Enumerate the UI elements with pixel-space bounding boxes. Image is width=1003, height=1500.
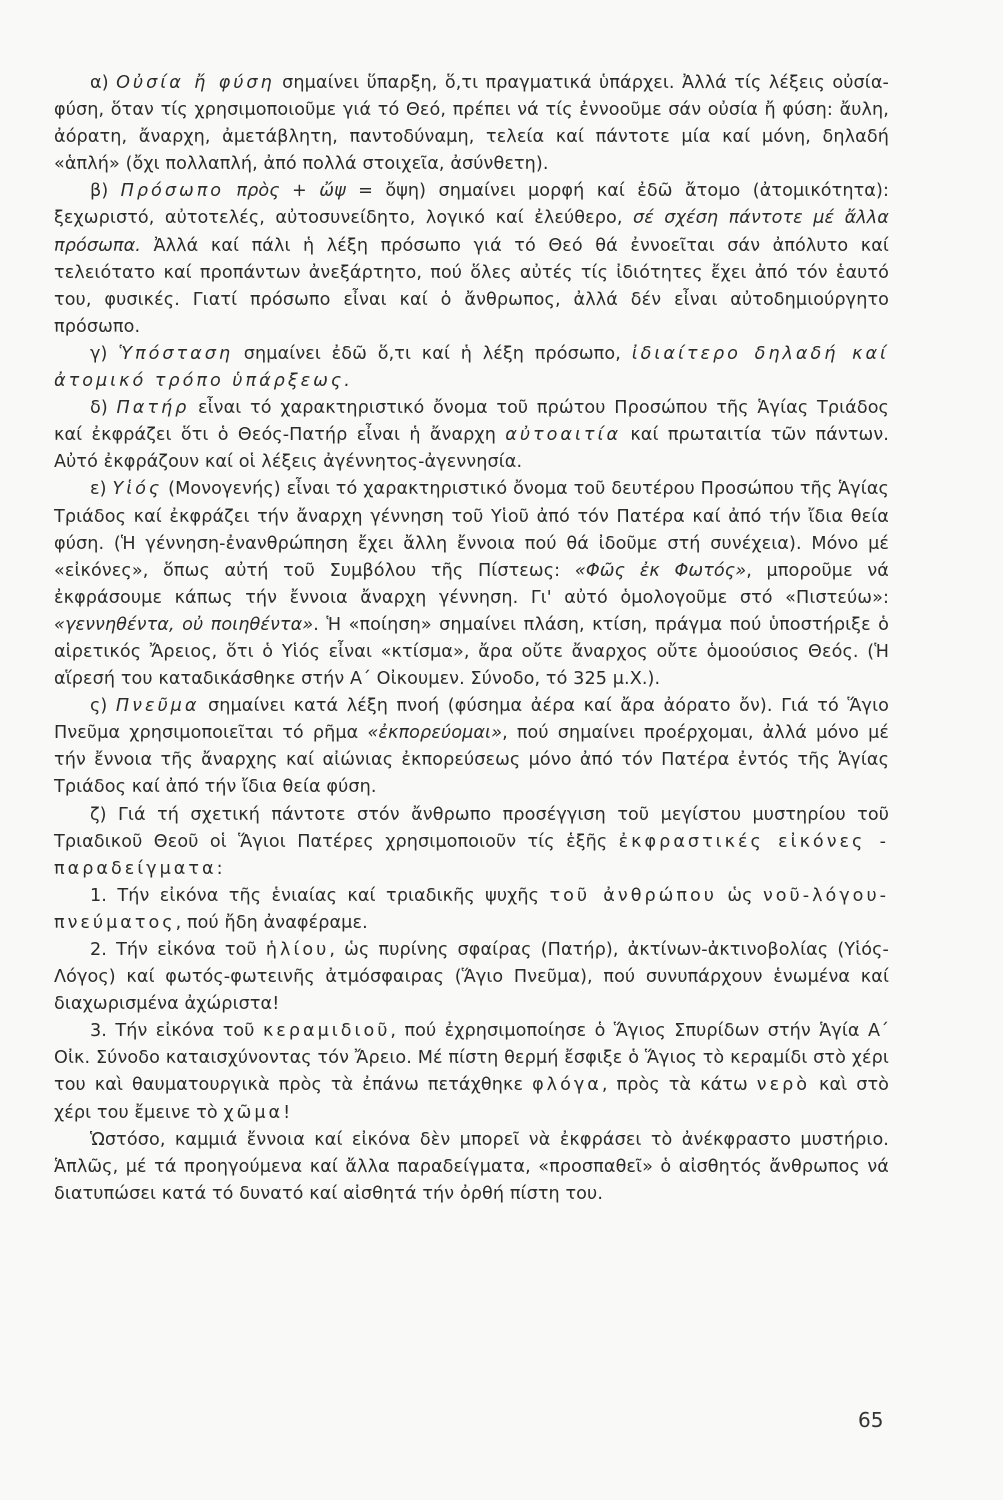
paragraph-conclusion: Ὡστόσο, καμμιά ἔννοια καί εἰκόνα δὲν μπορεῖ νὰ ἐκφράσει τὸ ἀνέκφραστο μυστήριο. Ἁπλῶς, μέ τά προηγούμενα καί ἄλλα παραδείγματα, «προσπαθεῖ» ὁ αἰσθητός ἄνθρωπος νά διατυπώσει κατά τό δυνατό καί αἰσθητά τήν ὀρθή πίστη του.	[54, 1129, 889, 1204]
paragraph-prosopo: β) Πρόσωπο πρὸς + ὤψ = ὄψη) σημαίνει μορφή καί ἐδῶ ἄτομο (ἀτομικότητα): ξεχωριστό, αὐτοτελές, αὐτοσυνείδητο, λογικό καί ἐλεύθερο, σέ σχέση πάντοτε μέ ἄλλα πρόσωπα. Ἀλλά καί πάλι ἡ λέξη πρόσωπο γιά τό Θεό θά ἐννοεῖται σάν ἀπόλυτο καί τελειότατο καί προπάντων ἀνεξάρτητο, πού ὅλες αὐτές τίς ἰδιότητες ἔχει ἀπό τόν ἑαυτό του, φυσικές. Γιατί πρόσωπο εἶναι καί ὁ ἄνθρωπος, ἀλλά δέν εἶναι αὐτοδημιούργητο πρόσωπο.	[54, 181, 889, 337]
paragraph-patir: δ) Πατήρ εἶναι τό χαρακτηριστικό ὄνομα τοῦ πρώτου Προσώπου τῆς Ἁγίας Τριάδος καί ἐκφράζει ὅτι ὁ Θεός-Πατήρ εἶναι ἡ ἄναρχη αὐτοαιτία καί πρωταιτία τῶν πάντων. Αὐτό ἐκφράζουν καί οἱ λέξεις ἀγέννητος-ἀγεννησία.	[54, 398, 889, 473]
paragraph-eikones-intro: ζ) Γιά τή σχετική πάντοτε στόν ἄνθρωπο προσέγγιση τοῦ μεγίστου μυστηρίου τοῦ Τριαδικοῦ Θεοῦ οἱ Ἅγιοι Πατέρες χρησιμοποιοῦν τίς ἑξῆς ἐκφραστικές εἰκόνες - παραδείγματα:	[54, 804, 889, 879]
list-item-keramidi: 3. Τήν εἰκόνα τοῦ κεραμιδιοῦ, πού ἐχρησιμοποίησε ὁ Ἅγιος Σπυρίδων στήν Ἁγία Α΄ Οἰκ. Σύνοδο καταισχύνοντας τόν Ἄρειο. Μέ πίστη θερμή ἔσφιξε ὁ Ἅγιος τὸ κεραμίδι στὸ χέρι του καὶ θαυματουργικὰ πρὸς τὰ ἐπάνω πετάχθηκε φλόγα, πρὸς τὰ κάτω νερὸ καὶ στὸ χέρι του ἔμεινε τὸ χῶμα!	[54, 1021, 890, 1123]
body-text	[54, 70, 889, 1208]
paragraph-ousia: α) Οὐσία ἤ φύση σημαίνει ὕπαρξη, ὅ,τι πραγματικά ὑπάρχει. Ἀλλά τίς λέξεις οὐσία-φύση, ὅταν τίς χρησιμοποιοῦμε γιά τό Θεό, πρέπει νά τίς ἐννοοῦμε σάν οὐσία ἤ φύση: ἄυλη, ἀόρατη, ἄναρχη, ἀμετάβλητη, παντοδύναμη, τελεία καί πάντοτε μία καί μόνη, δηλαδή «ἁπλή» (ὄχι πολλαπλή, ἀπό πολλά στοιχεῖα, ἀσύνθετη).	[54, 73, 889, 175]
paragraph-ypostasi: γ) Ὑπόσταση σημαίνει ἐδῶ ὅ,τι καί ἡ λέξη πρόσωπο, ἰδιαίτερο δηλαδή καί ἀτομικό τρόπο ὑπάρξεως.	[54, 343, 890, 392]
paragraph-pnevma: ς) Πνεῦμα σημαίνει κατά λέξη πνοή (φύσημα ἀέρα καί ἄρα ἀόρατο ὄν). Γιά τό Ἅγιο Πνεῦμα χρησιμοποιεῖται τό ρῆμα «ἐκπορεύομαι», πού σημαίνει προέρχομαι, ἀλλά μόνο μέ τήν ἔννοια τῆς ἄναρχης καί αἰώνιας ἐκπορεύσεως μόνο ἀπό τόν Πατέρα ἐντός τῆς Ἁγίας Τριάδος καί ἀπό τήν ἴδια θεία φύση.	[54, 696, 889, 798]
paragraph-yios: ε) Υἱός (Μονογενής) εἶναι τό χαρακτηριστικό ὄνομα τοῦ δευτέρου Προσώπου τῆς Ἁγίας Τριάδος καί ἐκφράζει τήν ἄναρχη γέννηση τοῦ Υἱοῦ ἀπό τόν Πατέρα καί ἀπό τήν ἴδια θεία φύση. (Ἡ γέννηση-ἐνανθρώπηση ἔχει ἄλλη ἔννοια πού θά ἰδοῦμε στή συνέχεια). Μόνο μέ «εἰκόνες», ὅπως αὐτή τοῦ Συμβόλου τῆς Πίστεως: «Φῶς ἐκ Φωτός», μποροῦμε νά ἐκφράσουμε κάπως τήν ἔννοια ἄναρχη γέννηση. Γι' αὐτό ὁμολογοῦμε στό «Πιστεύω»: «γεννηθέντα, οὐ ποιηθέντα». Ἡ «ποίηση» σημαίνει πλάση, κτίση, πράγμα πού ὑποστήριξε ὁ αἱρετικός Ἄρειος, ὅτι ὁ Υἱός εἶναι «κτίσμα», ἄρα οὔτε ἄναρχος οὔτε ὁμοούσιος Θεός. (Ἡ αἵρεσή του καταδικάσθηκε στήν Α΄ Οἰκουμεν. Σύνοδο, τό 325 μ.Χ.).	[54, 479, 890, 690]
list-item-ilios: 2. Τήν εἰκόνα τοῦ ἡλίου, ὡς πυρίνης σφαίρας (Πατήρ), ἀκτίνων-ἀκτινοβολίας (Υἱός-Λόγος) καί φωτός-φωτεινῆς ἀτμόσφαιρας (Ἅγιο Πνεῦμα), πού συνυπάρχουν ἑνωμένα καί διαχωρισμένα ἀχώριστα!	[54, 940, 889, 1015]
page-number: 65	[858, 1408, 884, 1432]
list-item-psychi: 1. Τήν εἰκόνα τῆς ἑνιαίας καί τριαδικῆς ψυχῆς τοῦ ἀνθρώπου ὡς νοῦ-λόγου-πνεύματος, πού ἤδη ἀναφέραμε.	[54, 885, 889, 933]
